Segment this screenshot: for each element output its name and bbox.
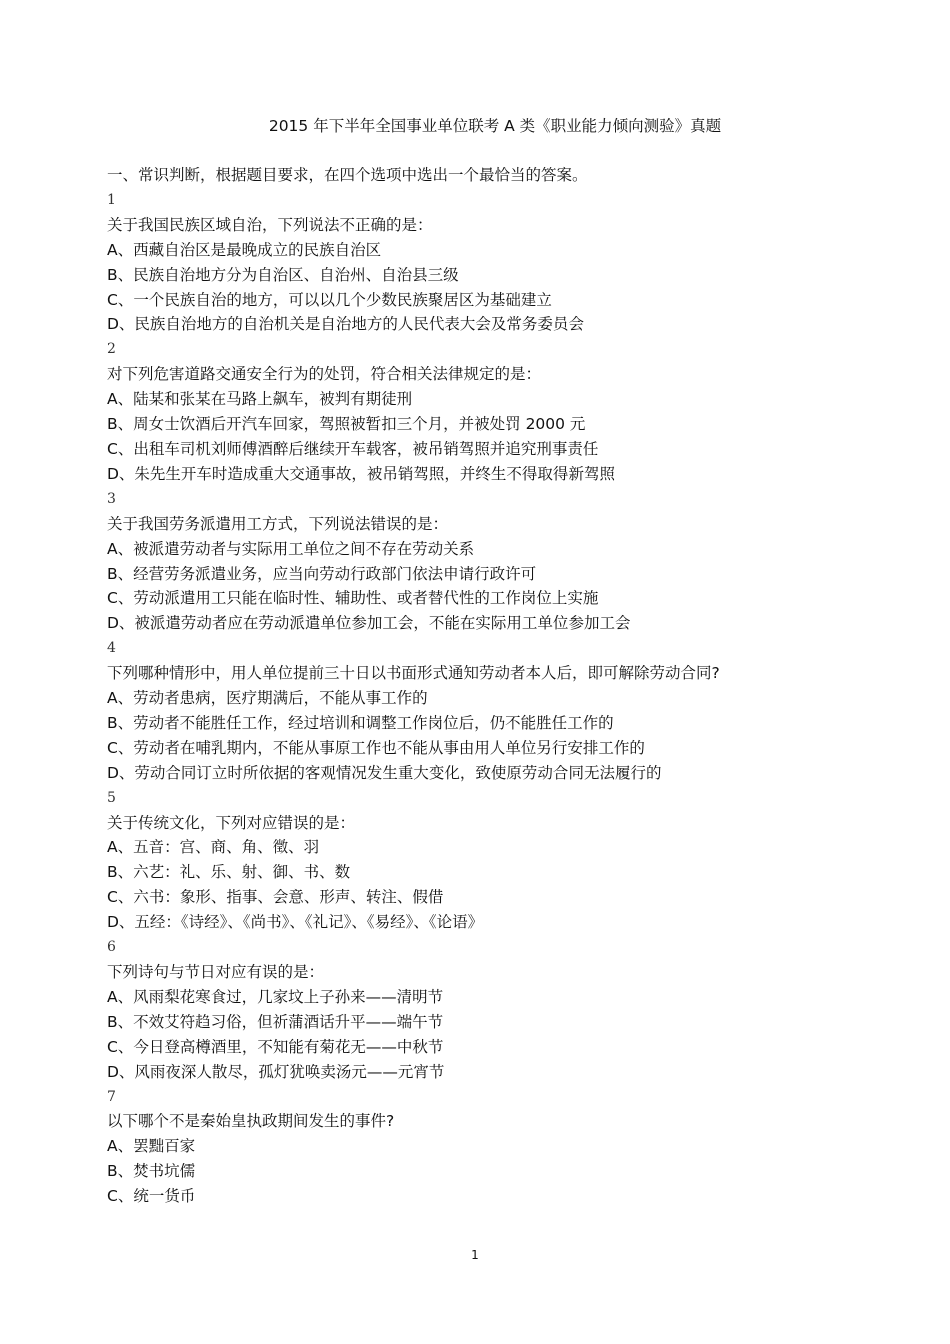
question-stem: 对下列危害道路交通安全行为的处罚，符合相关法律规定的是： [107,365,542,384]
answer-option: B、六艺：礼、乐、射、御、书、数 [107,863,351,882]
answer-option: C、一个民族自治的地方，可以以几个少数民族聚居区为基础建立 [107,290,552,309]
answer-option: D、五经：《诗经》、《尚书》、《礼记》、《易经》、《论语》 [107,913,484,932]
question-list [107,163,907,1209]
answer-option: C、劳动者在哺乳期内，不能从事原工作也不能从事由用人单位另行安排工作的 [107,738,645,757]
answer-option: A、五音：宫、商、角、徵、羽 [107,838,320,857]
answer-option: A、被派遣劳动者与实际用工单位之间不存在劳动关系 [107,539,475,558]
question-number: 7 [107,1088,116,1105]
question-stem: 关于传统文化，下列对应错误的是： [107,813,356,832]
answer-option: D、风雨夜深人散尽，孤灯犹唤卖汤元——元宵节 [107,1062,445,1081]
question-stem: 下列哪种情形中，用人单位提前三十日以书面形式通知劳动者本人后，即可解除劳动合同? [107,664,720,683]
answer-option: D、被派遣劳动者应在劳动派遣单位参加工会，不能在实际用工单位参加工会 [107,614,631,633]
section-heading: 一、常识判断，根据题目要求，在四个选项中选出一个最恰当的答案。 [107,166,588,184]
question-number: 3 [107,490,116,507]
answer-option: C、统一货币 [107,1187,196,1206]
answer-option: C、出租车司机刘师傅酒醉后继续开车载客，被吊销驾照并追究刑事责任 [107,439,599,458]
question-stem: 下列诗句与节日对应有误的是： [107,963,325,981]
answer-option: B、民族自治地方分为自治区、自治州、自治县三级 [107,265,459,284]
answer-option: D、民族自治地方的自治机关是自治地方的人民代表大会及常务委员会 [107,315,584,334]
page-number: 1 [471,1248,479,1262]
answer-option: B、经营劳务派遣业务，应当向劳动行政部门依法申请行政许可 [107,564,537,583]
answer-option: D、劳动合同订立时所依据的客观情况发生重大变化，致使原劳动合同无法履行的 [107,763,662,782]
question-number: 6 [107,939,116,956]
answer-option: D、朱先生开车时造成重大交通事故，被吊销驾照，并终生不得取得新驾照 [107,464,615,483]
answer-option: A、西藏自治区是最晚成立的民族自治区 [107,240,382,259]
answer-option: B、不效艾符趋习俗，但祈蒲酒话升平——端午节 [107,1012,444,1031]
answer-option: C、劳动派遣用工只能在临时性、辅助性、或者替代性的工作岗位上实施 [107,589,599,608]
answer-option: B、周女士饮酒后开汽车回家，驾照被暂扣三个月，并被处罚 2000 元 [107,415,586,434]
document-title: 2015 年下半年全国事业单位联考 A 类《职业能力倾向测验》真题 [268,117,722,135]
question-number: 5 [107,789,116,806]
question-number: 2 [107,341,116,358]
answer-option: A、风雨梨花寒食过，几家坟上子孙来——清明节 [107,987,444,1006]
answer-option: B、焚书坑儒 [107,1162,196,1181]
answer-option: A、罢黜百家 [107,1137,196,1156]
question-stem: 关于我国民族区域自治，下列说法不正确的是： [107,215,433,234]
question-number: 1 [107,191,116,208]
answer-option: A、劳动者患病，医疗期满后，不能从事工作的 [107,689,428,708]
question-number: 4 [107,640,116,657]
answer-option: C、今日登高樽酒里，不知能有菊花无——中秋节 [107,1037,444,1056]
answer-option: C、六书：象形、指事、会意、形声、转注、假借 [107,888,444,907]
question-stem: 关于我国劳务派遣用工方式，下列说法错误的是： [107,514,449,533]
question-stem: 以下哪个不是秦始皇执政期间发生的事件? [107,1112,395,1131]
answer-option: B、劳动者不能胜任工作，经过培训和调整工作岗位后，仍不能胜任工作的 [107,713,614,732]
answer-option: A、陆某和张某在马路上飙车，被判有期徒刑 [107,390,413,409]
